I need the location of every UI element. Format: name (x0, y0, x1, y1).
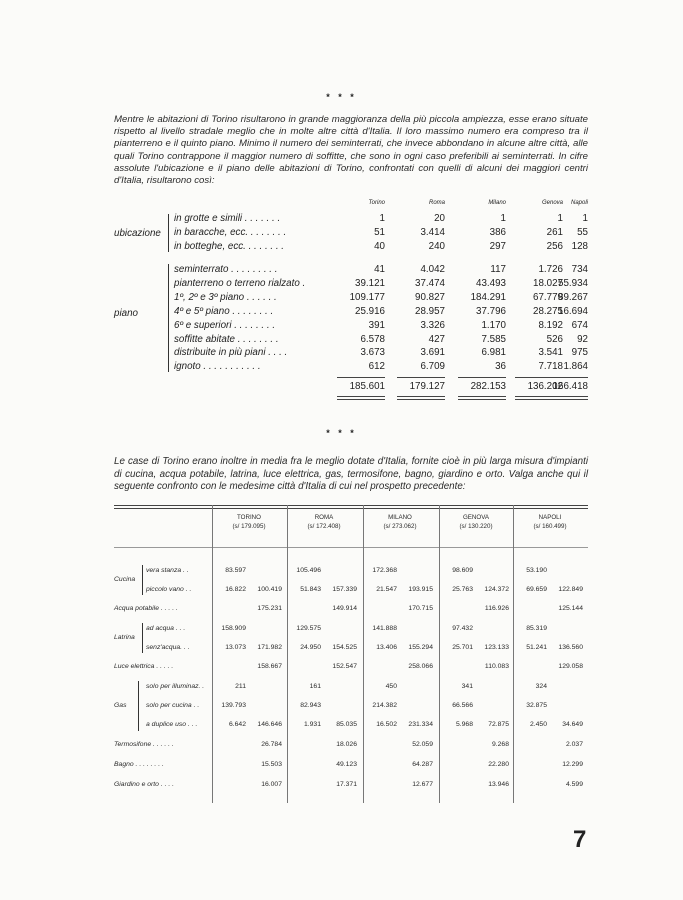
row-label: 1º, 2º e 3º piano . . . . . . (174, 291, 277, 303)
cell-total: 170.715 (408, 605, 433, 612)
brace-piano (168, 264, 169, 372)
cell-value: 28.275 (533, 305, 563, 317)
cell-partial: 98.609 (452, 567, 473, 574)
cell-value: 37.474 (415, 277, 445, 289)
cell-value: 3.673 (360, 347, 385, 359)
city-header: Milano (488, 200, 506, 206)
cell-partial: 6.642 (228, 721, 246, 728)
column-divider (513, 505, 514, 803)
row-label: in botteghe, ecc. . . . . . . . (174, 241, 284, 253)
cell-total: 85.035 (336, 721, 357, 728)
cell-total: 49.123 (336, 761, 357, 768)
total-rule-bottom-double (540, 399, 588, 400)
cell-total: 125.144 (558, 605, 583, 612)
cell-total: 52.059 (412, 741, 433, 748)
column-header-sub: (s/ 160.499) (533, 523, 567, 530)
cell-partial: 172.368 (372, 567, 397, 574)
cell-value: 7.718 (538, 361, 563, 373)
row-label: a duplice uso . . . (146, 721, 198, 728)
cell-value: 3.326 (420, 319, 445, 331)
cell-total: 4.599 (565, 781, 583, 788)
group-label-latrina: Latrina (114, 634, 135, 641)
brace-gas (138, 681, 139, 731)
section-divider-top: * * * (326, 92, 357, 102)
row-label: 6º e superiori . . . . . . . . (174, 319, 276, 331)
column-header-sub: (s/ 130.220) (459, 523, 493, 530)
cell-total: 123.133 (484, 644, 509, 651)
cell-value: 1 (379, 213, 385, 224)
cell-total: 124.372 (484, 586, 509, 593)
intro-paragraph-text: Mentre le abitazioni di Torino risultarono in grande maggioranza della più piccola ampiezza, esse erano situate rispetto al livello stradale meglio che in molte altre città d'Italia. Il loro massimo numero era compreso tra il pianterreno e il quinto piano. Minimo il numero dei seminterrati, che invece abbondano in alcune altre città, alle quali Torino contrappone il maggior numero di soffitte, che sono in ogni caso preferibili ai seminterrati. In cifre assolute l'ubicazione e il piano delle abitazioni di Torino, confrontati con quelli di alcuni dei maggiori centri d'Italia, risultarono così: (114, 114, 588, 187)
cell-partial: 83.597 (225, 567, 246, 574)
cell-value: 386 (489, 227, 506, 239)
cell-total: 17.371 (336, 781, 357, 788)
cell-partial: 85.319 (526, 625, 547, 632)
cell-total: 155.294 (408, 644, 433, 651)
cell-partial: 25.763 (452, 586, 473, 593)
cell-partial: 51.843 (300, 586, 321, 593)
cell-value: 391 (368, 319, 385, 331)
cell-partial: 158.909 (221, 625, 246, 632)
cell-value: 6.578 (360, 333, 385, 345)
cell-partial: 5.968 (455, 721, 473, 728)
row-label: senz'acqua. . . (146, 644, 190, 651)
location-floor-table (114, 200, 588, 410)
cell-partial: 69.659 (526, 586, 547, 593)
cell-value: 674 (571, 319, 588, 331)
brace-ubicazione (168, 214, 169, 252)
total-rule-top (458, 377, 506, 378)
cell-value: 3.414 (420, 227, 445, 239)
cell-value: 1.170 (481, 319, 506, 331)
cell-value: 89.267 (558, 291, 588, 303)
cell-total: 9.268 (491, 741, 509, 748)
total-rule-bottom-double (458, 399, 506, 400)
total-rule-top (397, 377, 445, 378)
column-header-sub: (s/ 179.095) (232, 523, 266, 530)
row-label: soffitte abitate . . . . . . . . (174, 333, 279, 345)
cell-total: 100.419 (257, 586, 282, 593)
cell-value: 1 (557, 213, 563, 224)
cell-partial: 24.950 (300, 644, 321, 651)
cell-value: 6.709 (420, 361, 445, 373)
cell-value: 240 (428, 241, 445, 253)
cell-value: 261 (546, 227, 563, 239)
cell-total: 149.914 (332, 605, 357, 612)
row-label: solo per cucina . . (146, 702, 200, 709)
cell-partial: 13.406 (376, 644, 397, 651)
cell-partial: 13.073 (225, 644, 246, 651)
cell-partial: 82.943 (300, 702, 321, 709)
cell-value: 25.916 (355, 305, 385, 317)
cell-partial: 51.241 (526, 644, 547, 651)
column-header-city: MILANO (388, 514, 412, 521)
cell-partial: 450 (385, 683, 397, 690)
city-header: Napoli (570, 200, 588, 206)
cell-value: 16.694 (558, 305, 588, 317)
column-header-city: TORINO (237, 514, 261, 521)
cell-value: 612 (368, 361, 385, 373)
cell-value: 90.827 (415, 291, 445, 303)
cell-total: 129.058 (558, 663, 583, 670)
cell-partial: 97.432 (452, 625, 473, 632)
cell-total: 158.667 (257, 663, 282, 670)
cell-partial: 105.496 (296, 567, 321, 574)
total-rule-bottom (540, 396, 588, 397)
cell-value: 109.177 (349, 291, 385, 303)
second-paragraph-text: Le case di Torino erano inoltre in media fra le meglio dotate d'Italia, fornite cioè in più larga misura d'impianti di cucina, acqua potabile, latrina, luce elettrica, gas, termosifone, bagno, giardino e orto. Valga anche qui il seguente confronto con le medesime città d'Italia di cui nel prospetto precedente: (114, 456, 588, 492)
total-rule-bottom-double (397, 399, 445, 400)
cell-value: 734 (571, 264, 588, 275)
cell-total: 193.915 (408, 586, 433, 593)
total-rule-top (540, 377, 588, 378)
table-top-rule (114, 505, 588, 506)
row-label: in baracche, ecc. . . . . . . . (174, 227, 287, 239)
cell-total: 146.646 (257, 721, 282, 728)
cell-total: 26.784 (261, 741, 282, 748)
cell-total: 18.026 (336, 741, 357, 748)
cell-value: 36 (495, 361, 506, 373)
cell-value: 7.585 (481, 333, 506, 345)
city-header: Torino (368, 200, 385, 206)
table-top-rule-double (114, 508, 588, 509)
amenities-table (114, 505, 588, 805)
cell-partial: 25.701 (452, 644, 473, 651)
cell-partial: 21.547 (376, 586, 397, 593)
row-label: Giardino e orto . . . . (114, 781, 175, 788)
cell-total: 154.525 (332, 644, 357, 651)
cell-partial: 16.822 (225, 586, 246, 593)
cell-partial: 16.502 (376, 721, 397, 728)
column-divider (212, 505, 213, 803)
cell-value: 1 (582, 213, 588, 224)
group-label-gas: Gas (114, 702, 127, 709)
cell-value: 51 (374, 227, 385, 239)
row-label: solo per illuminaz. . (146, 683, 205, 690)
cell-partial: 2.450 (529, 721, 547, 728)
cell-partial: 139.793 (221, 702, 246, 709)
row-label: 4º e 5º piano . . . . . . . . (174, 305, 274, 317)
row-label: Luce elettrica . . . . . (114, 663, 174, 670)
total-value: 166.418 (552, 381, 588, 392)
page-number: 7 (573, 826, 587, 853)
cell-total: 116.926 (484, 605, 509, 612)
cell-value: 184.291 (470, 291, 506, 303)
column-divider (363, 505, 364, 803)
cell-value: 28.957 (415, 305, 445, 317)
cell-value: 6.981 (481, 347, 506, 359)
column-divider (439, 505, 440, 803)
total-rule-bottom (337, 396, 385, 397)
cell-value: 41 (374, 264, 385, 275)
row-label: pianterreno o terreno rialzato . (174, 277, 306, 289)
column-header-city: NAPOLI (538, 514, 562, 521)
cell-total: 258.066 (408, 663, 433, 670)
column-header-city: GENOVA (462, 514, 489, 521)
total-value: 185.601 (349, 381, 385, 392)
row-label: Termosifone . . . . . . (114, 741, 174, 748)
cell-total: 157.339 (332, 586, 357, 593)
cell-value: 427 (428, 333, 445, 345)
cell-total: 64.287 (412, 761, 433, 768)
intro-paragraph (114, 114, 588, 187)
header-bottom-rule (114, 547, 588, 548)
row-label: ad acqua . . . (146, 625, 186, 632)
brace-latrina (142, 623, 143, 653)
city-header: Genova (541, 200, 563, 206)
column-header-city: ROMA (314, 514, 334, 521)
total-value: 282.153 (470, 381, 506, 392)
cell-total: 16.007 (261, 781, 282, 788)
cell-value: 37.796 (476, 305, 506, 317)
cell-total: 171.982 (257, 644, 282, 651)
cell-total: 13.946 (488, 781, 509, 788)
total-value: 179.127 (409, 381, 445, 392)
cell-value: 8.192 (538, 319, 563, 331)
cell-value: 67.779 (533, 291, 563, 303)
total-rule-bottom (397, 396, 445, 397)
city-header: Roma (428, 200, 445, 206)
cell-total: 15.503 (261, 761, 282, 768)
cell-partial: 32.875 (526, 702, 547, 709)
row-label: distribuite in più piani . . . . (174, 347, 288, 359)
row-label: piccolo vano . . (146, 586, 192, 593)
brace-cucina (142, 565, 143, 595)
cell-partial: 129.575 (296, 625, 321, 632)
cell-total: 175.231 (257, 605, 282, 612)
cell-total: 136.560 (558, 644, 583, 651)
cell-value: 3.541 (538, 347, 563, 359)
cell-value: 975 (571, 347, 588, 359)
cell-value: 55.934 (558, 277, 588, 289)
cell-partial: 53.190 (526, 567, 547, 574)
row-label: vera stanza . . (146, 567, 189, 574)
column-header-sub: (s/ 172.408) (307, 523, 341, 530)
cell-partial: 161 (309, 683, 321, 690)
cell-partial: 1.931 (303, 721, 321, 728)
cell-total: 2.037 (565, 741, 583, 748)
cell-value: 526 (546, 333, 563, 345)
cell-total: 152.547 (332, 663, 357, 670)
cell-value: 128 (571, 241, 588, 253)
cell-partial: 324 (535, 683, 547, 690)
group-label-ubicazione: ubicazione (114, 228, 161, 239)
second-paragraph (114, 456, 588, 494)
cell-value: 1 (500, 213, 506, 224)
cell-value: 92 (577, 333, 588, 345)
row-label: Bagno . . . . . . . . (114, 761, 164, 768)
total-rule-top (337, 377, 385, 378)
total-rule-bottom-double (337, 399, 385, 400)
cell-value: 39.121 (355, 277, 385, 289)
group-label-cucina: Cucina (114, 576, 136, 583)
total-value: 136.202 (527, 381, 563, 392)
cell-value: 117 (490, 264, 506, 275)
total-rule-bottom (458, 396, 506, 397)
cell-value: 55 (577, 227, 588, 239)
cell-value: 3.691 (420, 347, 445, 359)
cell-total: 22.280 (488, 761, 509, 768)
cell-value: 43.493 (476, 277, 506, 289)
column-divider (287, 505, 288, 803)
cell-partial: 141.888 (372, 625, 397, 632)
cell-total: 122.849 (558, 586, 583, 593)
row-label: seminterrato . . . . . . . . . (174, 264, 278, 275)
cell-total: 12.677 (412, 781, 433, 788)
cell-value: 256 (546, 241, 563, 253)
cell-total: 231.334 (408, 721, 433, 728)
cell-value: 40 (374, 241, 385, 253)
cell-value: 18.027 (533, 277, 563, 289)
cell-value: 297 (489, 241, 506, 253)
cell-partial: 66.566 (452, 702, 473, 709)
row-label: Acqua potabile . . . . . (114, 605, 178, 612)
cell-total: 110.083 (484, 663, 509, 670)
cell-total: 12.299 (562, 761, 583, 768)
section-divider-middle: * * * (326, 428, 357, 438)
cell-partial: 214.382 (372, 702, 397, 709)
cell-total: 34.649 (562, 721, 583, 728)
row-label: ignoto . . . . . . . . . . . (174, 361, 261, 373)
cell-value: 20 (434, 213, 445, 224)
cell-value: 1.864 (563, 361, 588, 373)
cell-value: 4.042 (420, 264, 445, 275)
cell-total: 72.875 (488, 721, 509, 728)
cell-value: 1.726 (538, 264, 563, 275)
column-header-sub: (s/ 273.062) (383, 523, 417, 530)
cell-partial: 211 (235, 683, 246, 690)
group-label-piano: piano (114, 308, 138, 319)
cell-partial: 341 (461, 683, 473, 690)
row-label: in grotte e simili . . . . . . . (174, 213, 281, 224)
